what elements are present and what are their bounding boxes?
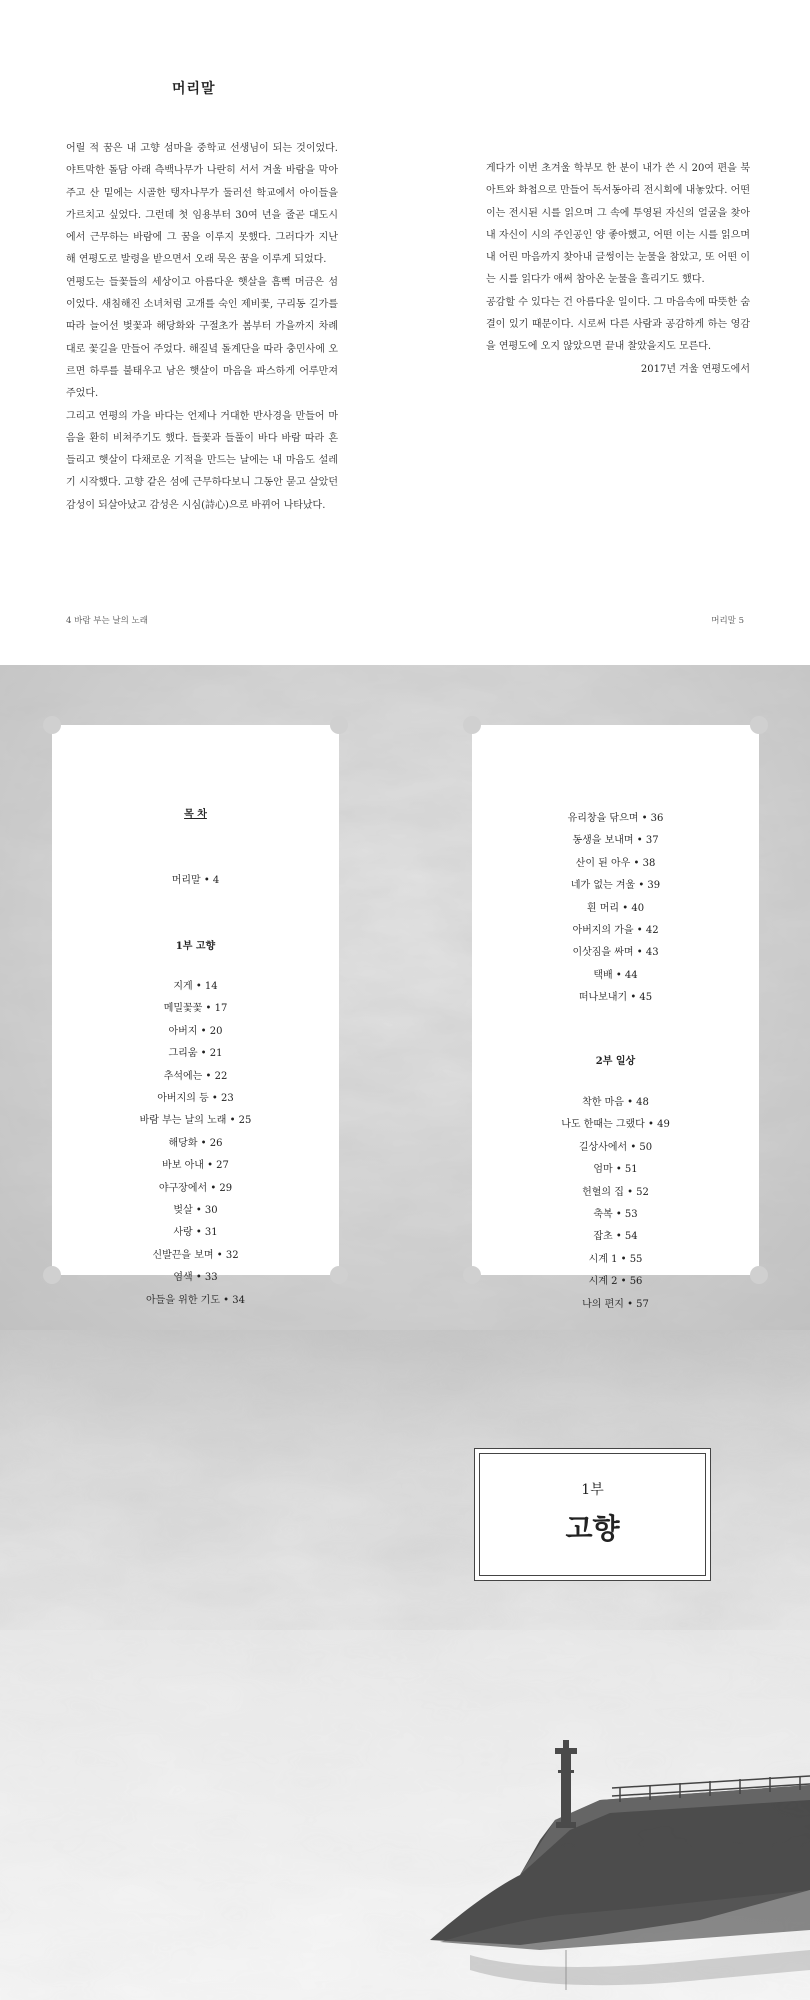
- toc-entry[interactable]: 추석에는 • 22: [163, 1070, 228, 1082]
- preface-title: 머리말: [172, 81, 216, 97]
- preface-paragraph: 게다가 이번 초겨울 학부모 한 분이 내가 쓴 시 20여 편을 북아트와 화첩으로 만들어 독서동아리 전시회에 내놓았다. 어떤 이는 전시된 시를 읽으며 그 속에 투영된 자신의 얼굴을 찾아내 자신이 시의 주인공인 양 좋아했고, 어떤 이는 시를 읽으며 내 어린 마음까지 찾아내 글썽이는 눈물을 참았고, 또 어떤 이는 시를 읽다가 애써 참아온 눈물을 흘리기도 했다.: [486, 163, 750, 286]
- toc-entry[interactable]: 시계 1 • 55: [588, 1253, 643, 1265]
- toc-entry[interactable]: 지게 • 14: [173, 981, 218, 992]
- toc-entry[interactable]: 산이 된 아우 • 38: [575, 857, 656, 869]
- preface-right-column: [486, 158, 750, 381]
- toc-entry[interactable]: 착한 마음 • 48: [582, 1097, 649, 1108]
- toc-entry[interactable]: 벚살 • 30: [173, 1205, 218, 1216]
- table-of-contents-spread: [0, 665, 810, 1330]
- toc-heading: 목 차: [184, 809, 207, 820]
- toc-entry[interactable]: 유리창을 닦으며 • 36: [567, 813, 664, 824]
- toc-entry[interactable]: 엄마 • 51: [593, 1164, 638, 1176]
- toc-entry[interactable]: 동생을 보내며 • 37: [572, 835, 659, 847]
- toc-entry[interactable]: 아버지 • 20: [168, 1025, 223, 1037]
- toc-entry-preface[interactable]: 머리말 • 4: [171, 875, 220, 886]
- preface-signature: 2017년 겨울 연평도에서: [640, 363, 750, 375]
- toc-entry[interactable]: 나의 편지 • 57: [582, 1298, 649, 1310]
- part-title-frame: [474, 1448, 711, 1581]
- toc-entry[interactable]: 헌혈의 집 • 52: [582, 1186, 649, 1198]
- preface-paragraph: 연평도는 들꽃들의 세상이고 아름다운 햇살을 흠뻑 머금은 섬이었다. 새침해진 소녀처럼 고개를 숙인 제비꽃, 구리동 길가를 따라 늘어선 벚꽃과 해당화와 구절초가 봄부터 가을까지 차례대로 꽃길을 만들어 주었다. 해질녘 돌계단을 따라 충민사에 오르면 하루를 불태우고 남은 햇살이 마음을 파스하게 어루만져 주었다.: [66, 276, 338, 400]
- page-folio-left: 4 바람 부는 날의 노래: [66, 616, 148, 626]
- toc-part-1-title[interactable]: 1부 고향: [175, 941, 216, 952]
- page-folio-right: 머리말 5: [711, 616, 744, 626]
- toc-entry[interactable]: 네가 없는 겨울 • 39: [570, 880, 661, 892]
- toc-entry[interactable]: 아들을 위한 기도 • 34: [146, 1294, 245, 1306]
- toc-entry[interactable]: 바람 부는 날의 노래 • 25: [139, 1115, 252, 1127]
- toc-card-right: [472, 725, 759, 1310]
- toc-entry[interactable]: 아버지의 가을 • 42: [572, 925, 659, 936]
- toc-entry[interactable]: 신발끈을 보며 • 32: [152, 1249, 239, 1261]
- toc-entry[interactable]: 야구장에서 • 29: [158, 1182, 233, 1194]
- cover-illustration: [0, 1330, 810, 2000]
- preface-paragraph: 어릴 적 꿈은 내 고향 섬마을 중학교 선생님이 되는 것이었다. 야트막한 돌담 아래 측백나무가 나란히 서서 겨울 바람을 막아주고 산 밑에는 시골한 탱자나무가 둘러선 학교에서 아이들을 가르치고 싶었다. 그런데 첫 임용부터 30여 년을 줄곧 대도시에서 근무하는 바람에 그 꿈을 이루지 못했다. 그러다가 지난 해 연평도로 발령을 받으면서 오래 묵은 꿈을 이루게 되었다.: [66, 143, 338, 266]
- part-title: 고향: [565, 1512, 620, 1545]
- toc-entry[interactable]: 택배 • 44: [593, 969, 638, 981]
- toc-entry[interactable]: 이삿짐을 싸며 • 43: [572, 947, 659, 959]
- toc-entry[interactable]: 사랑 • 31: [173, 1227, 218, 1239]
- toc-entry[interactable]: 바보 아내 • 27: [162, 1160, 229, 1172]
- toc-entry[interactable]: 축복 • 53: [593, 1209, 638, 1220]
- toc-entry[interactable]: 나도 한때는 그랬다 • 49: [561, 1119, 670, 1131]
- preface-paragraph: 공감할 수 있다는 건 아름다운 일이다. 그 마음속에 따뜻한 숨결이 있기 때문이다. 시로써 다른 사람과 공감하게 하는 영감을 연평도에 오지 않았으면 끝내 찰았을지도 모른다.: [486, 296, 750, 353]
- preface-left-column: [66, 138, 338, 517]
- toc-entry[interactable]: 그리움 • 21: [168, 1048, 223, 1060]
- toc-entry[interactable]: 떠나보내기 • 45: [578, 992, 653, 1004]
- toc-entry[interactable]: 잡초 • 54: [593, 1231, 638, 1243]
- toc-entry[interactable]: 시계 2 • 56: [588, 1276, 643, 1288]
- toc-entry[interactable]: 아버지의 등 • 23: [157, 1093, 234, 1104]
- toc-entry[interactable]: 흰 머리 • 40: [586, 902, 645, 914]
- part-label: 1부: [581, 1482, 604, 1498]
- part-one-cover: [0, 1330, 810, 2000]
- toc-part-2-title[interactable]: 2부 일상: [595, 1056, 636, 1067]
- preface-spread: [0, 0, 810, 665]
- toc-entry[interactable]: 염색 • 33: [173, 1272, 218, 1284]
- toc-entry[interactable]: 해당화 • 26: [168, 1137, 223, 1149]
- toc-card-left: [52, 725, 339, 1306]
- preface-paragraph: 그리고 연평의 가을 바다는 언제나 거대한 반사경을 만들어 마음을 환히 비쳐주기도 했다. 들꽃과 들풀이 바다 바람 따라 흔들리고 햇살이 다채로운 기적을 만드는 날에는 내 마음도 설레기 시작했다. 고향 같은 섬에 근무하다보니 그동안 묻고 살았던 감성이 되살아났고 감성은 시심(詩心)으로 바뀌어 나타났다.: [66, 410, 338, 511]
- toc-entry[interactable]: 길상사에서 • 50: [578, 1141, 653, 1153]
- toc-entry[interactable]: 메밀꽃꽃 • 17: [163, 1003, 228, 1015]
